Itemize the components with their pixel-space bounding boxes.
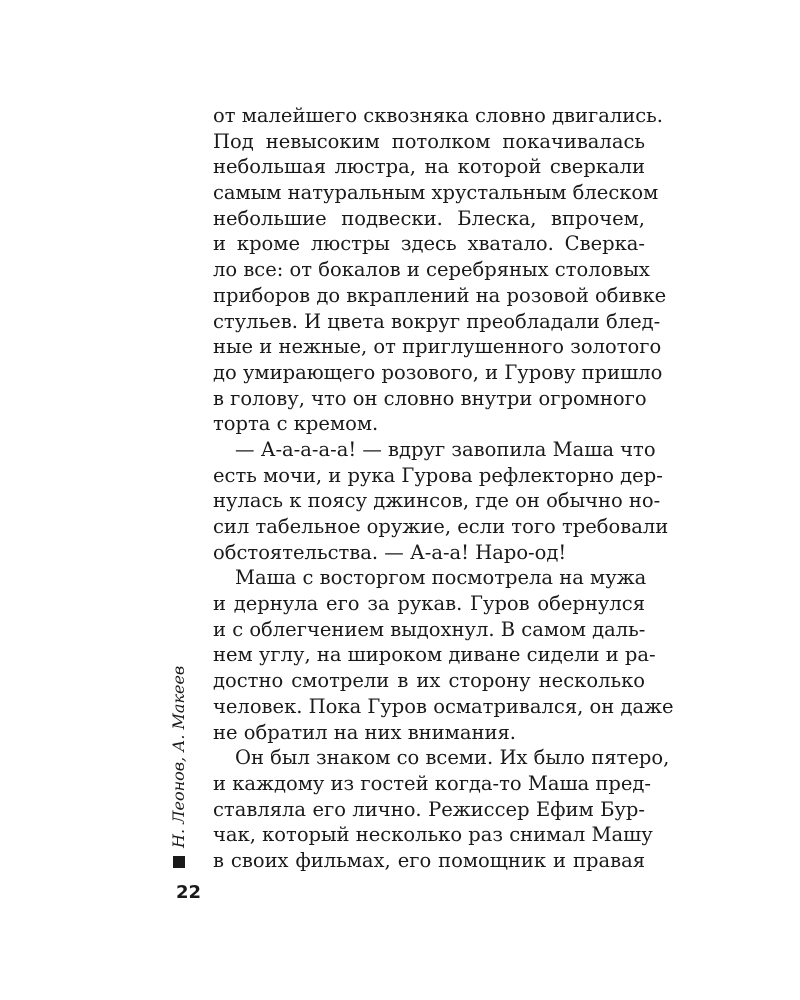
text-line: чак, который несколько раз снимал Машу [213,823,653,847]
text-line: Он был знаком со всеми. Их было пятеро, [235,746,670,770]
text-line: и с облегчением выдохнул. В самом даль- [213,617,646,641]
paragraph [213,565,674,745]
body-text [213,103,674,874]
text-line: ло все: от бокалов и серебряных столовых [213,258,650,282]
text-line: в голову, что он словно внутри огромного [213,386,647,410]
text-line: нем углу, на широком диване сидели и ра- [213,643,656,667]
paragraph [213,745,670,873]
text-line: — А-а-а-а-а! — вдруг завопила Маша что [235,437,656,461]
text-line: и каждому из гостей когда-то Маша пред- [213,771,652,795]
text-line: Под невысоким потолком покачивалась [213,129,645,153]
text-line: ные и нежные, от приглушенного золотого [213,335,662,359]
text-line: достно смотрели в их сторону несколько [213,669,645,693]
running-head [168,666,190,868]
text-line: обстоятельства. — А-а-а! Наро-од! [213,540,567,564]
page-number: 22 [176,882,202,903]
text-line: в своих фильмах, его помощник и правая [213,848,645,872]
text-line: и кроме люстры здесь хватало. Сверка- [213,232,645,256]
text-line: от малейшего сквозняка словно двигались. [213,104,663,127]
text-line: человек. Пока Гуров осматривался, он даже [213,694,674,718]
text-line: небольшая люстра, на которой сверкали [213,155,645,179]
text-line: сил табельное оружие, если того требовали [213,515,669,538]
text-line: нулась к поясу джинсов, где он обычно но- [213,489,661,513]
square-marker [173,856,185,868]
text-line: Маша с восторгом посмотрела на мужа [235,566,647,590]
text-line: стульев. И цвета вокруг преобладали блед- [213,309,661,333]
text-line: торта с кремом. [213,412,379,436]
paragraph [213,103,667,437]
text-line: самым натуральным хрустальным блеском [213,181,659,205]
author-credit: Н. Леонов, А. Макеев [169,665,188,848]
text-line: есть мочи, и рука Гурова рефлекторно дер- [213,463,663,487]
text-line: до умирающего розового, и Гурову пришло [213,360,663,384]
text-line: и дернула его за рукав. Гуров обернулся [213,592,645,616]
paragraph [213,437,669,565]
text-line: не обратил на них внимания. [213,720,516,744]
text-line: ставляла его лично. Режиссер Ефим Бур- [213,797,645,821]
text-line: приборов до вкраплений на розовой обивке [213,283,667,307]
text-line: небольшие подвески. Блеска, впрочем, [213,206,645,230]
